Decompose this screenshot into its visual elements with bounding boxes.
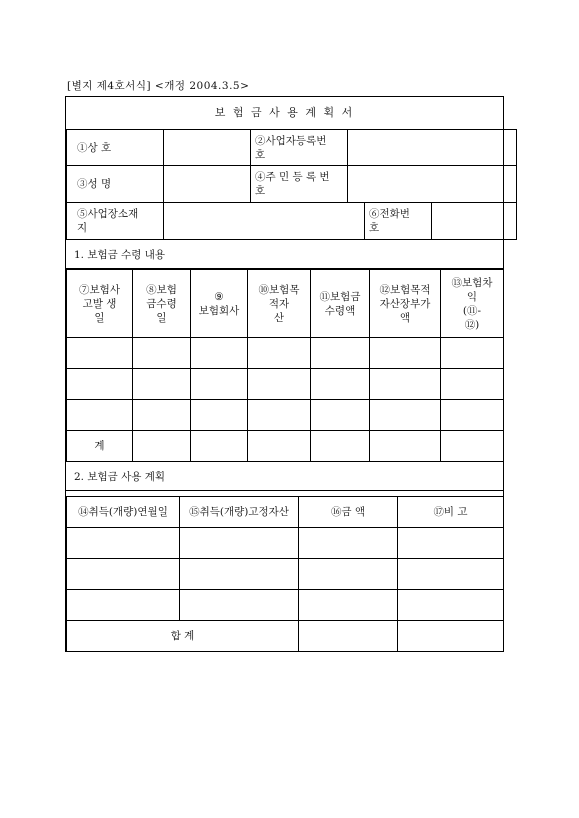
col-insured-asset: ⑩보험목 적자 산 (248, 270, 311, 338)
table-row (67, 338, 504, 369)
business-name-field[interactable] (164, 130, 251, 166)
cell[interactable] (441, 369, 504, 400)
cell[interactable] (248, 369, 311, 400)
cell[interactable] (133, 369, 191, 400)
cell[interactable] (311, 431, 370, 462)
business-name-label: ①상 호 (67, 130, 164, 166)
cell[interactable] (133, 431, 191, 462)
col-insurance-gain: ⑬보험차 익 (⑪- ⑫) (441, 270, 504, 338)
form-header: [별지 제4호서식] <개정 2004.3.5> (67, 80, 250, 92)
insurance-usage-plan-form (65, 96, 504, 652)
cell[interactable] (398, 559, 504, 590)
total-label: 계 (67, 431, 133, 462)
cell[interactable] (67, 528, 180, 559)
grand-total-label: 합 계 (67, 621, 299, 652)
cell[interactable] (370, 369, 441, 400)
col-remarks: ⑰비 고 (398, 497, 504, 528)
cell[interactable] (311, 338, 370, 369)
cell[interactable] (180, 590, 299, 621)
total-row (67, 431, 504, 462)
cell[interactable] (370, 400, 441, 431)
cell[interactable] (441, 431, 504, 462)
cell[interactable] (67, 590, 180, 621)
address-label: ⑤사업장소재 지 (67, 203, 164, 240)
cell[interactable] (441, 338, 504, 369)
cell[interactable] (133, 400, 191, 431)
info-table (66, 129, 517, 240)
col-accident-date: ⑦보험사 고발 생 일 (67, 270, 133, 338)
cell[interactable] (248, 338, 311, 369)
receipt-table (66, 269, 504, 462)
usage-table (66, 496, 504, 652)
form-title: 보 험 금 사 용 계 획 서 (66, 97, 503, 130)
cell[interactable] (299, 559, 398, 590)
col-insurer: ⑨ 보험회사 (191, 270, 248, 338)
col-receipt-date: ⑧보험 금수령 일 (133, 270, 191, 338)
cell[interactable] (191, 431, 248, 462)
col-amount: ⑯금 액 (299, 497, 398, 528)
name-label: ③성 명 (67, 166, 164, 203)
table-row (67, 559, 504, 590)
cell[interactable] (370, 338, 441, 369)
cell[interactable] (180, 528, 299, 559)
cell[interactable] (248, 400, 311, 431)
table-row (67, 590, 504, 621)
cell[interactable] (191, 369, 248, 400)
business-reg-no-label: ②사업자등록번 호 (251, 130, 348, 166)
cell[interactable] (191, 400, 248, 431)
cell[interactable] (299, 621, 398, 652)
cell[interactable] (180, 559, 299, 590)
phone-field[interactable] (432, 203, 517, 240)
cell[interactable] (133, 338, 191, 369)
business-reg-no-field[interactable] (348, 130, 517, 166)
section1-title: 1. 보험금 수령 내용 (66, 239, 503, 269)
cell[interactable] (311, 369, 370, 400)
cell[interactable] (398, 621, 504, 652)
resident-no-label: ④주 민 등 록 번 호 (251, 166, 348, 203)
cell[interactable] (191, 338, 248, 369)
cell[interactable] (398, 590, 504, 621)
table-row (67, 528, 504, 559)
cell[interactable] (248, 431, 311, 462)
cell[interactable] (67, 559, 180, 590)
total-row (67, 621, 504, 652)
cell[interactable] (441, 400, 504, 431)
col-book-value: ⑫보험목적 자산장부가 액 (370, 270, 441, 338)
cell[interactable] (398, 528, 504, 559)
cell[interactable] (299, 528, 398, 559)
section2-title: 2. 보험금 사용 계획 (66, 461, 503, 491)
cell[interactable] (67, 338, 133, 369)
cell[interactable] (67, 369, 133, 400)
cell[interactable] (370, 431, 441, 462)
col-fixed-asset: ⑮취득(개량)고정자산 (180, 497, 299, 528)
table-row (67, 400, 504, 431)
cell[interactable] (67, 400, 133, 431)
name-field[interactable] (164, 166, 251, 203)
cell[interactable] (299, 590, 398, 621)
address-field[interactable] (164, 203, 365, 240)
col-acquisition-date: ⑭취득(개량)연월일 (67, 497, 180, 528)
resident-no-field[interactable] (348, 166, 517, 203)
table-row (67, 369, 504, 400)
cell[interactable] (311, 400, 370, 431)
col-received-amount: ⑪보험금 수령액 (311, 270, 370, 338)
phone-label: ⑥전화번 호 (365, 203, 432, 240)
